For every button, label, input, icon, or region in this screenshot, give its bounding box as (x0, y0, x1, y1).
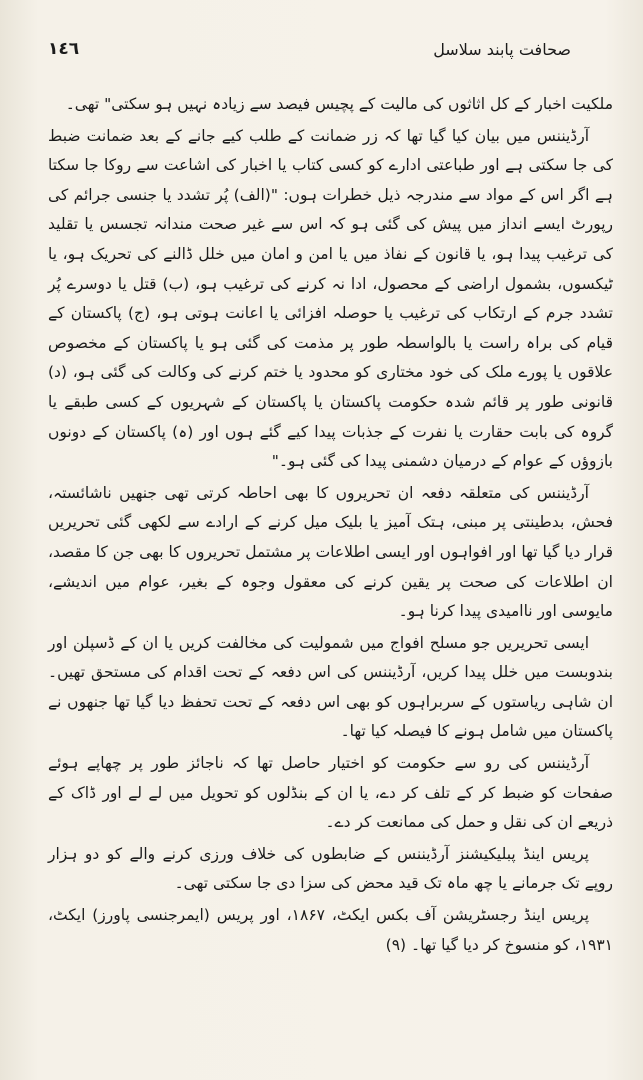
paragraph: ایسی تحریریں جو مسلح افواج میں شمولیت کی مخالفت کریں یا ان کے ڈسپلن اور بندوبست میں خلل پیدا کریں، آرڈیننس کی اس دفعہ کے تحت اقدام کی مستحق تھیں۔ ان شاہی ریاستوں کے سربراہوں کو بھی اس دفعہ کے تحت تحفظ دیا گیا تھا جنھوں نے پاکستان میں شامل ہونے کا فیصلہ کیا تھا۔ (48, 633, 613, 741)
paragraph: پریس اینڈ رجسٹریشن آف بکس ایکٹ، ۱۸۶۷، اور پریس (ایمرجنسی پاورز) ایکٹ، ۱۹۳۱، کو منسوخ کر دیا گیا تھا۔ (۹) (48, 906, 613, 954)
page-number: ١٤٦ (48, 39, 80, 59)
paragraph: آرڈیننس میں بیان کیا گیا تھا کہ زر ضمانت کے طلب کیے جانے کے بعد ضمانت ضبط کی جا سکتی ہے اور طباعتی ادارے کو کسی کتاب یا اخبار کی اشاعت سے روکا جا سکتا ہے اگر اس کے مواد سے مندرجہ ذیل خطرات ہوں: "(الف) پُر تشدد یا جنسی جرائم کی رپورٹ ایسے انداز میں پیش کی گئی ہو کہ اس سے غیر صحت مندانہ تجسس یا تقلید کی ترغیب پیدا ہو، یا قانون کے نفاذ میں یا امن و امان میں خلل ڈالنے کی تحریک ہو، یا ٹیکسوں، بشمول اراضی کے محصول، ادا نہ کرنے کی ترغیب ہو، (ب) قتل یا دوسرے پُر تشدد جرم کے ارتکاب کی ترغیب یا حوصلہ افزائی یا اعانت ہوتی ہو، (ج) پاکستان کے قیام کی براہ راست یا بالواسطہ طور پر مذمت کی گئی ہو یا پاکستان کے مخصوص علاقوں یا پورے ملک کی خود مختاری کو محدود یا ختم کرنے کی وکالت کی گئی ہو، (د) قانونی طور پر قائم شدہ حکومت پاکستان یا پاکستان کے شہریوں کے کسی طبقے یا گروہ کی بابت حقارت یا نفرت کے جذبات پیدا کیے گئے ہوں اور (ہ) پاکستان کے دونوں بازوؤں کے عوام کے درمیان دشمنی پیدا کی گئی ہو۔" (48, 126, 613, 471)
running-title: صحافت پابند سلاسل (433, 39, 571, 59)
page-body (48, 90, 613, 1056)
paragraph: پریس اینڈ پبلیکیشنز آرڈیننس کے ضابطوں کی خلاف ورزی کرنے والے کو دو ہزار روپے تک جرمانے یا چھ ماہ تک قید محض کی سزا دی جا سکتی تھی۔ (48, 844, 613, 893)
paragraph: ملکیت اخبار کے کل اثاثوں کی مالیت کے پچیس فیصد سے زیادہ نہیں ہو سکتی" تھی۔ (65, 95, 613, 113)
page-header (48, 36, 613, 62)
paragraph: آرڈیننس کی متعلقہ دفعہ ان تحریروں کا بھی احاطہ کرتی تھی جنھیں ناشائستہ، فحش، بدطینتی پر مبنی، ہتک آمیز یا بلیک میل کرنے کے ارادے سے لکھی گئی تحریریں قرار دیا گیا تھا اور افواہوں اور ایسی اطلاعات پر مشتمل تحریروں کا بھی جن کا مقصد، ان اطلاعات کی صحت پر یقین کرنے کی معقول وجوہ کے بغیر، عوام میں اندیشے، مایوسی اور ناامیدی پیدا کرنا ہو۔ (48, 483, 613, 621)
paragraph: آرڈیننس کی رو سے حکومت کو اختیار حاصل تھا کہ ناجائز طور پر چھاپے ہوئے صفحات کو ضبط کر کے تلف کر دے، یا ان کے بنڈلوں کو تحویل میں لے لے اور ڈاک کے ذریعے ان کی نقل و حمل کی ممانعت کر دے۔ (48, 754, 613, 832)
